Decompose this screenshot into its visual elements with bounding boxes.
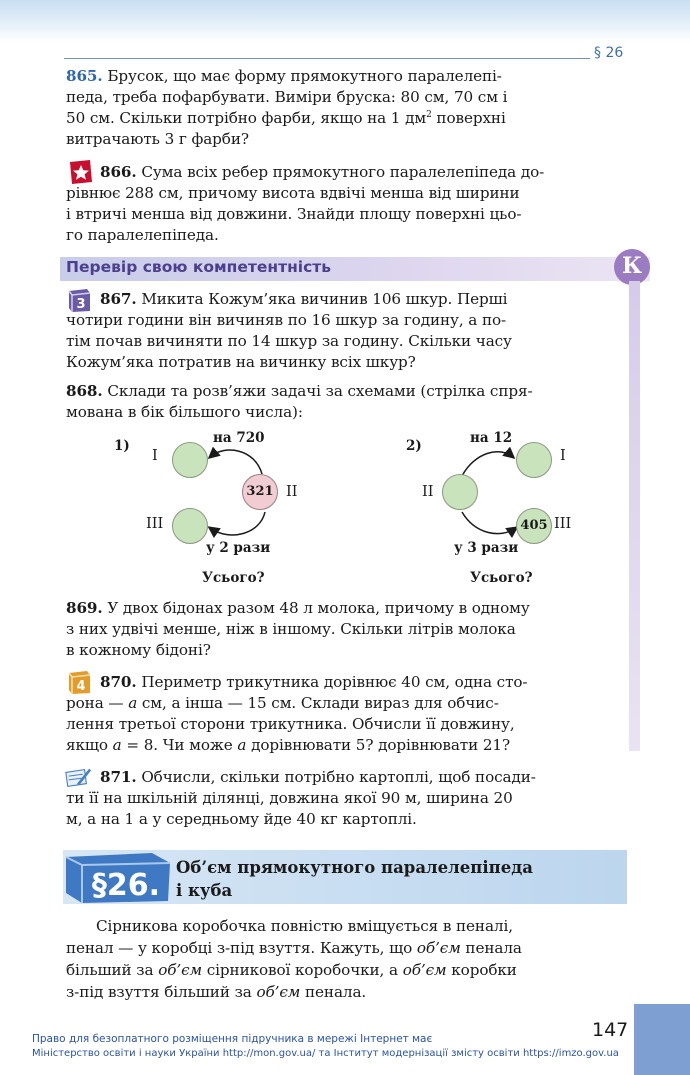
diagram-2	[400, 424, 620, 594]
problem-867	[66, 289, 626, 373]
problem-text: Сума всіх ребер прямокутного паралелепіпеда до-	[141, 163, 545, 181]
intro-italic: об’єм	[402, 961, 447, 979]
intro-text: пенала	[460, 939, 522, 957]
problem-866	[66, 162, 626, 246]
section-badge-text: §26.	[91, 868, 161, 903]
problem-number: 867.	[100, 290, 137, 308]
node-circle-I	[172, 442, 208, 478]
problem-text: мована в бік більшого числа):	[66, 403, 303, 421]
node-circle-I	[516, 442, 552, 478]
diagram-1-arrows	[110, 424, 330, 594]
marker-number: 4	[76, 679, 86, 694]
intro-italic: об’єм	[416, 939, 461, 957]
intro-text: сірникової коробочки, а	[202, 961, 403, 979]
problem-text: тім почав вичиняти по 14 шкур за годину. Скільки часу	[66, 332, 512, 350]
node-label-II: II	[422, 484, 434, 500]
node-label-III: III	[146, 516, 164, 532]
section-badge	[62, 849, 172, 905]
problem-text: 50 см. Скільки потрібно фарби, якщо на 1 дм	[66, 109, 427, 127]
marker-number: 3	[76, 297, 86, 312]
diagram-1	[110, 424, 330, 594]
competence-sidebar	[629, 281, 640, 751]
problem-text: Брусок, що має форму прямокутного паралелепі-	[107, 67, 502, 85]
problem-870	[66, 672, 626, 756]
problem-text: = 8. Чи може	[121, 736, 238, 754]
problem-text: Микита Кожум’яка вичинив 106 шкур. Перші	[141, 290, 508, 308]
problem-text: рівнює 288 см, причому висота вдвічі менша від ширини	[66, 184, 520, 202]
arrow-label-top: на 12	[470, 430, 513, 446]
problem-number: 866.	[100, 163, 137, 181]
node-circle-III	[172, 508, 208, 544]
diagram-index: 2)	[406, 438, 422, 454]
problem-text: чотири години він вичиняв по 16 шкур за годину, а по-	[66, 311, 507, 329]
variable-a: a	[128, 694, 138, 712]
problem-text: ти її на шкільній ділянці, довжина якої 90 м, ширина 20	[66, 789, 513, 807]
problem-text: лення третьої сторони трикутника. Обчисли її довжину,	[66, 715, 515, 733]
intro-text: Сірникова коробочка повністю вміщується в пеналі,	[96, 917, 513, 935]
competence-title: Перевір свою компетентність	[66, 258, 332, 276]
node-circle-II	[242, 474, 278, 510]
arrow-label-bottom: у 3 рази	[454, 540, 519, 556]
arrow-label-bottom: у 2 рази	[206, 540, 271, 556]
diagram-2-arrows	[400, 424, 620, 594]
intro-text: більший за	[66, 961, 159, 979]
competence-badge: К	[614, 249, 650, 285]
problem-865	[66, 66, 626, 150]
header-section-ref: § 26	[594, 45, 624, 61]
node-value: 321	[246, 484, 274, 499]
problem-text: педа, треба пофарбувати. Виміри бруска: 80 см, 70 см і	[66, 88, 508, 106]
page-number: 147	[592, 1019, 629, 1041]
section-title-line: і куба	[176, 881, 233, 900]
variable-a: a	[237, 736, 247, 754]
problem-text: Склади та розв’яжи задачі за схемами (стрілка спря-	[107, 382, 533, 400]
problem-text: з них удвічі менше, ніж в іншому. Скільки літрів молока	[66, 620, 516, 638]
header-rule	[64, 58, 590, 59]
node-label-III: III	[554, 516, 572, 532]
problem-text: м, а на 1 а у середньому йде 40 кг картоплі.	[66, 810, 417, 828]
problem-text: в кожному бідоні?	[66, 641, 211, 659]
arrow-label-top: на 720	[213, 430, 265, 446]
problem-text: витрачають 3 г фарби?	[66, 130, 249, 148]
section-title	[176, 856, 533, 902]
problem-number: 871.	[100, 768, 137, 786]
variable-a: a	[112, 736, 122, 754]
problem-text: Периметр трикутника дорівнює 40 см, одна сто-	[141, 673, 528, 691]
problem-text: і втричі менша від довжини. Знайди площу поверхні цьо-	[66, 205, 522, 223]
node-circle-II	[442, 474, 478, 510]
problem-number: 869.	[66, 599, 103, 617]
node-circle-III	[516, 508, 552, 544]
intro-text: пенал — у коробці з-під взуття. Кажуть, що	[66, 939, 417, 957]
diagram-total: Усього?	[202, 570, 265, 586]
page-corner-block	[634, 1004, 690, 1075]
problem-number: 865.	[66, 67, 103, 85]
problem-text: У двох бідонах разом 48 л молока, причому в одному	[107, 599, 530, 617]
intro-text: з-під взуття більший за	[66, 983, 257, 1001]
diagram-total: Усього?	[470, 570, 533, 586]
problem-871	[66, 767, 626, 830]
intro-text: коробки	[446, 961, 517, 979]
problem-text: якщо	[66, 736, 113, 754]
section-title-line: Об’єм прямокутного паралелепіпеда	[176, 858, 533, 877]
node-value: 405	[520, 518, 548, 533]
node-label-I: I	[560, 448, 566, 464]
problem-text: рона —	[66, 694, 129, 712]
footer-line-1: Право для безоплатного розміщення підручника в мережі Інтернет має	[32, 1033, 433, 1045]
problem-text: Кожум’яка потратив на вичинку всіх шкур?	[66, 353, 416, 371]
problem-text: дорівнювати 5? дорівнювати 21?	[246, 736, 511, 754]
node-label-I: I	[152, 448, 158, 464]
superscript: 2	[426, 109, 432, 120]
problem-text: го паралелепіпеда.	[66, 226, 219, 244]
problem-number: 868.	[66, 382, 103, 400]
intro-italic: об’єм	[158, 961, 203, 979]
node-label-II: II	[286, 484, 298, 500]
top-band	[0, 0, 690, 42]
problem-869	[66, 598, 626, 661]
diagram-index: 1)	[114, 438, 130, 454]
problem-text: см, а інша — 15 см. Склади вираз для обчис-	[137, 694, 499, 712]
problem-868	[66, 381, 626, 423]
problem-number: 870.	[100, 673, 137, 691]
footer-line-2: Міністерство освіти і науки України http://mon.gov.ua/ та Інститут модернізації змісту освіти https://imzo.gov.ua	[32, 1048, 619, 1059]
intro-italic: об’єм	[256, 983, 301, 1001]
intro-text: пенала.	[300, 983, 367, 1001]
problem-text: поверхні	[431, 109, 506, 127]
problem-text: Обчисли, скільки потрібно картоплі, щоб посади-	[141, 768, 536, 786]
intro-paragraph	[66, 915, 626, 1003]
